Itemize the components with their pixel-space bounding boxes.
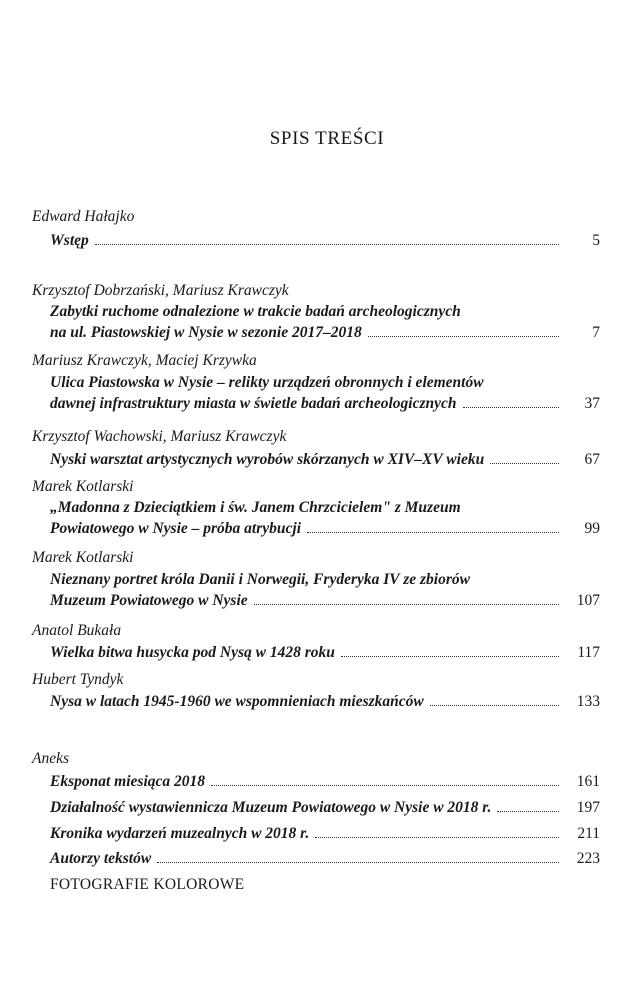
toc-entry[interactable]: [50, 571, 600, 613]
toc-entry[interactable]: [50, 451, 600, 472]
toc-author: Hubert Tyndyk: [32, 671, 124, 688]
toc-entry[interactable]: [50, 303, 600, 345]
toc-author: Anatol Bukała: [32, 622, 122, 639]
toc-entry-title: „Madonna z Dzieciątkiem i św. Janem Chrzcicielem" z Muzeum: [50, 499, 461, 516]
leader-dots: [430, 705, 559, 706]
toc-author: Marek Kotlarski: [32, 549, 134, 566]
leader-dots: [490, 463, 559, 464]
annex-entry-title: Autorzy tekstów: [50, 850, 152, 867]
toc-page-number: 99: [584, 520, 600, 537]
leader-dots: [341, 656, 559, 657]
leader-dots: [307, 532, 559, 533]
toc-entry[interactable]: [50, 644, 600, 665]
toc-entry-title: dawnej infrastruktury miasta w świetle badań archeologicznych: [50, 395, 457, 412]
annex-page-number: 197: [576, 799, 600, 816]
toc-entry-title: Zabytki ruchome odnalezione w trakcie badań archeologicznych: [50, 303, 461, 320]
toc-author: Krzysztof Wachowski, Mariusz Krawczyk: [32, 428, 287, 445]
toc-entry-title: Wielka bitwa husycka pod Nysą w 1428 roku: [50, 644, 335, 661]
leader-dots: [463, 407, 560, 408]
annex-entry[interactable]: [50, 773, 600, 794]
toc-entry-title: Muzeum Powiatowego w Nysie: [50, 592, 248, 609]
leader-dots: [254, 604, 559, 605]
annex-entry[interactable]: [50, 825, 600, 846]
toc-entry-title: Ulica Piastowska w Nysie – relikty urządzeń obronnych i elementów: [50, 374, 484, 391]
toc-page-number: 117: [577, 644, 600, 661]
toc-page-number: 7: [592, 324, 600, 341]
toc-author: Marek Kotlarski: [32, 478, 134, 495]
toc-entry-title: Nyski warsztat artystycznych wyrobów skórzanych w XIV–XV wieku: [50, 451, 485, 468]
leader-dots: [211, 785, 559, 786]
toc-author: Mariusz Krawczyk, Maciej Krzywka: [32, 352, 257, 369]
annex-page-number: 161: [576, 773, 600, 790]
annex-page-number: 223: [576, 850, 600, 867]
leader-dots: [497, 811, 559, 812]
annex-entry[interactable]: [50, 799, 600, 820]
leader-dots: [368, 336, 559, 337]
toc-author: Krzysztof Dobrzański, Mariusz Krawczyk: [32, 282, 289, 299]
color-photos-heading: FOTOGRAFIE KOLOROWE: [50, 876, 245, 893]
toc-entry-title: Nieznany portret króla Danii i Norwegii, Fryderyka IV ze zbiorów: [50, 571, 470, 588]
toc-entry-title: Wstęp: [50, 232, 89, 249]
toc-entry[interactable]: [50, 232, 600, 253]
annex-entry-title: Kronika wydarzeń muzealnych w 2018 r.: [50, 825, 310, 842]
toc-entry-title: Nysa w latach 1945-1960 we wspomnieniach mieszkańców: [50, 693, 424, 710]
annex-entry-title: Działalność wystawiennicza Muzeum Powiatowego w Nysie w 2018 r.: [50, 799, 492, 816]
annex-page-number: 211: [577, 825, 600, 842]
toc-entry-title: Powiatowego w Nysie – próba atrybucji: [50, 520, 302, 537]
toc-page-number: 37: [584, 395, 600, 412]
toc-entry[interactable]: [50, 374, 600, 416]
toc-page-number: 133: [576, 693, 600, 710]
toc-entry[interactable]: [50, 499, 600, 541]
leader-dots: [157, 862, 559, 863]
annex-heading: Aneks: [32, 750, 70, 767]
toc-page-number: 107: [576, 592, 600, 609]
toc-entry[interactable]: [50, 693, 600, 714]
page-title: SPIS TREŚCI: [269, 128, 385, 149]
toc-entry-title: na ul. Piastowskiej w Nysie w sezonie 2017–2018: [50, 324, 362, 341]
toc-page-number: 5: [592, 232, 600, 249]
toc-author: Edward Hałajko: [32, 208, 135, 225]
leader-dots: [315, 837, 559, 838]
annex-entry[interactable]: [50, 850, 600, 871]
toc-page-number: 67: [584, 451, 600, 468]
leader-dots: [95, 244, 559, 245]
annex-entry-title: Eksponat miesiąca 2018: [50, 773, 206, 790]
